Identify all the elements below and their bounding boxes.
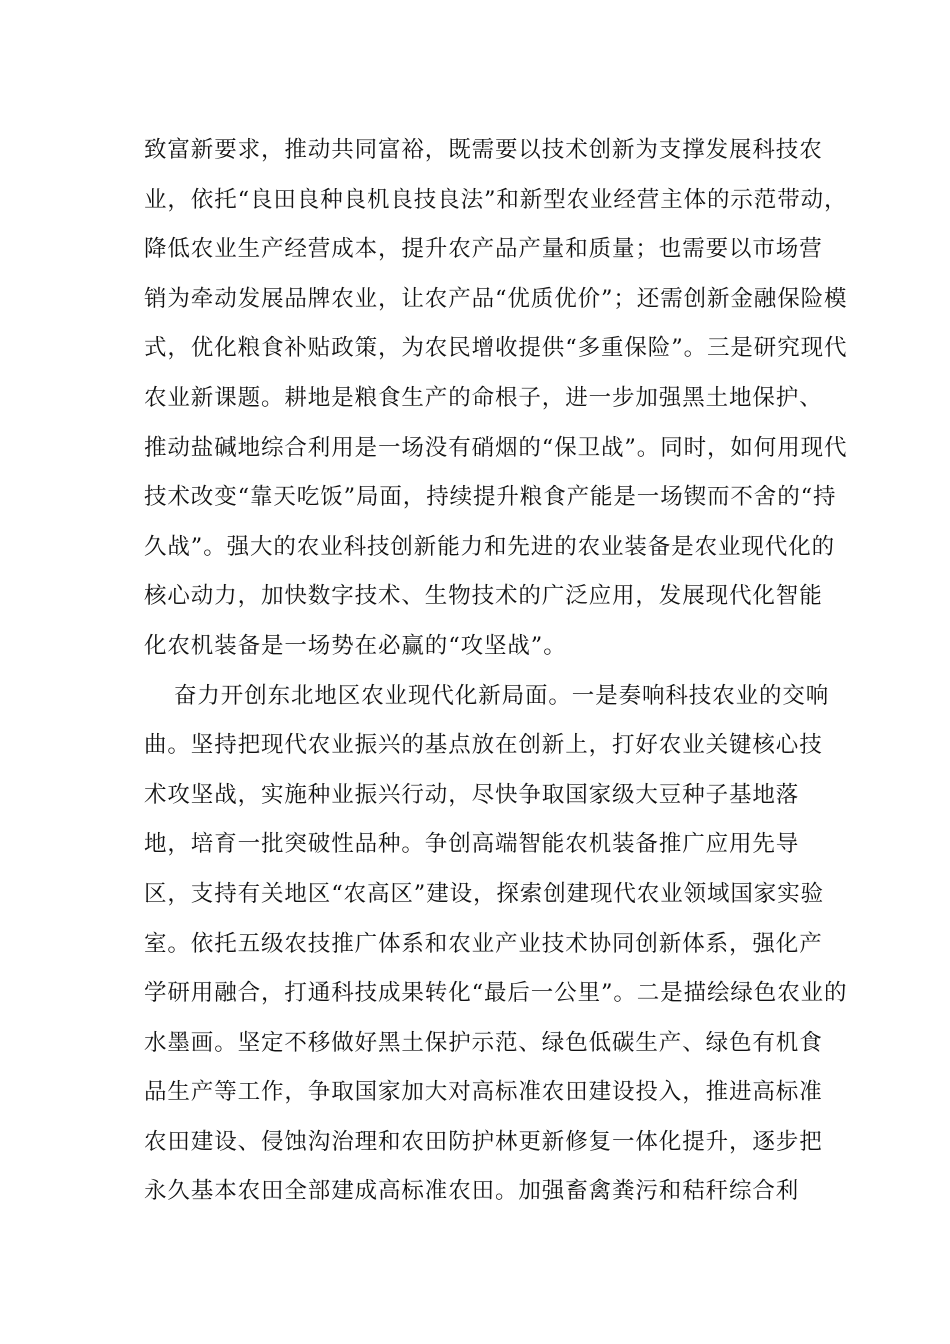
text-line: 式，优化粮食补贴政策，为农民增收提供“多重保险”。三是研究现代 <box>144 335 848 362</box>
text-line: 术攻坚战，实施种业振兴行动，尽快争取国家级大豆种子基地落 <box>144 781 800 808</box>
text-line: 降低农业生产经营成本，提升农产品产量和质量；也需要以市场营 <box>144 236 823 263</box>
body-text <box>144 126 848 1217</box>
text-line: 曲。坚持把现代农业振兴的基点放在创新上，打好农业关键核心技 <box>144 732 823 759</box>
text-line: 室。依托五级农技推广体系和农业产业技术协同创新体系，强化产 <box>144 930 823 957</box>
text-line: 地，培育一批突破性品种。争创高端智能农机装备推广应用先导 <box>144 831 800 858</box>
text-line: 销为牵动发展品牌农业，让农产品“优质优价”；还需创新金融保险模 <box>144 285 848 312</box>
text-line: 业，依托“良田良种良机良技良法”和新型农业经营主体的示范带动， <box>144 186 848 213</box>
text-line: 农田建设、侵蚀沟治理和农田防护林更新修复一体化提升，逐步把 <box>144 1128 823 1155</box>
text-line: 技术改变“靠天吃饭”局面，持续提升粮食产能是一场锲而不舍的“持 <box>144 484 837 511</box>
text-line: 推动盐碱地综合利用是一场没有硝烟的“保卫战”。同时，如何用现代 <box>144 434 848 461</box>
text-line: 品生产等工作，争取国家加大对高标准农田建设投入，推进高标准 <box>144 1079 823 1106</box>
text-line: 核心动力，加快数字技术、生物技术的广泛应用，发展现代化智能 <box>144 583 823 610</box>
paragraph-start-line: 奋力开创东北地区农业现代化新局面。一是奏响科技农业的交响 <box>174 682 830 709</box>
text-line: 农业新课题。耕地是粮食生产的命根子，进一步加强黑土地保护、 <box>144 384 823 411</box>
text-line: 久战”。强大的农业科技创新能力和先进的农业装备是农业现代化的 <box>144 533 836 560</box>
text-line: 化农机装备是一场势在必赢的“攻坚战”。 <box>144 632 567 659</box>
text-line: 致富新要求，推动共同富裕，既需要以技术创新为支撑发展科技农 <box>144 137 823 163</box>
text-line: 永久基本农田全部建成高标准农田。加强畜禽粪污和秸秆综合利 <box>144 1178 800 1205</box>
text-line: 学研用融合，打通科技成果转化“最后一公里”。二是描绘绿色农业的 <box>144 980 848 1007</box>
text-line: 区，支持有关地区“农高区”建设，探索创建现代农业领域国家实验 <box>144 880 825 907</box>
text-line: 水墨画。坚定不移做好黑土保护示范、绿色低碳生产、绿色有机食 <box>144 1029 823 1056</box>
